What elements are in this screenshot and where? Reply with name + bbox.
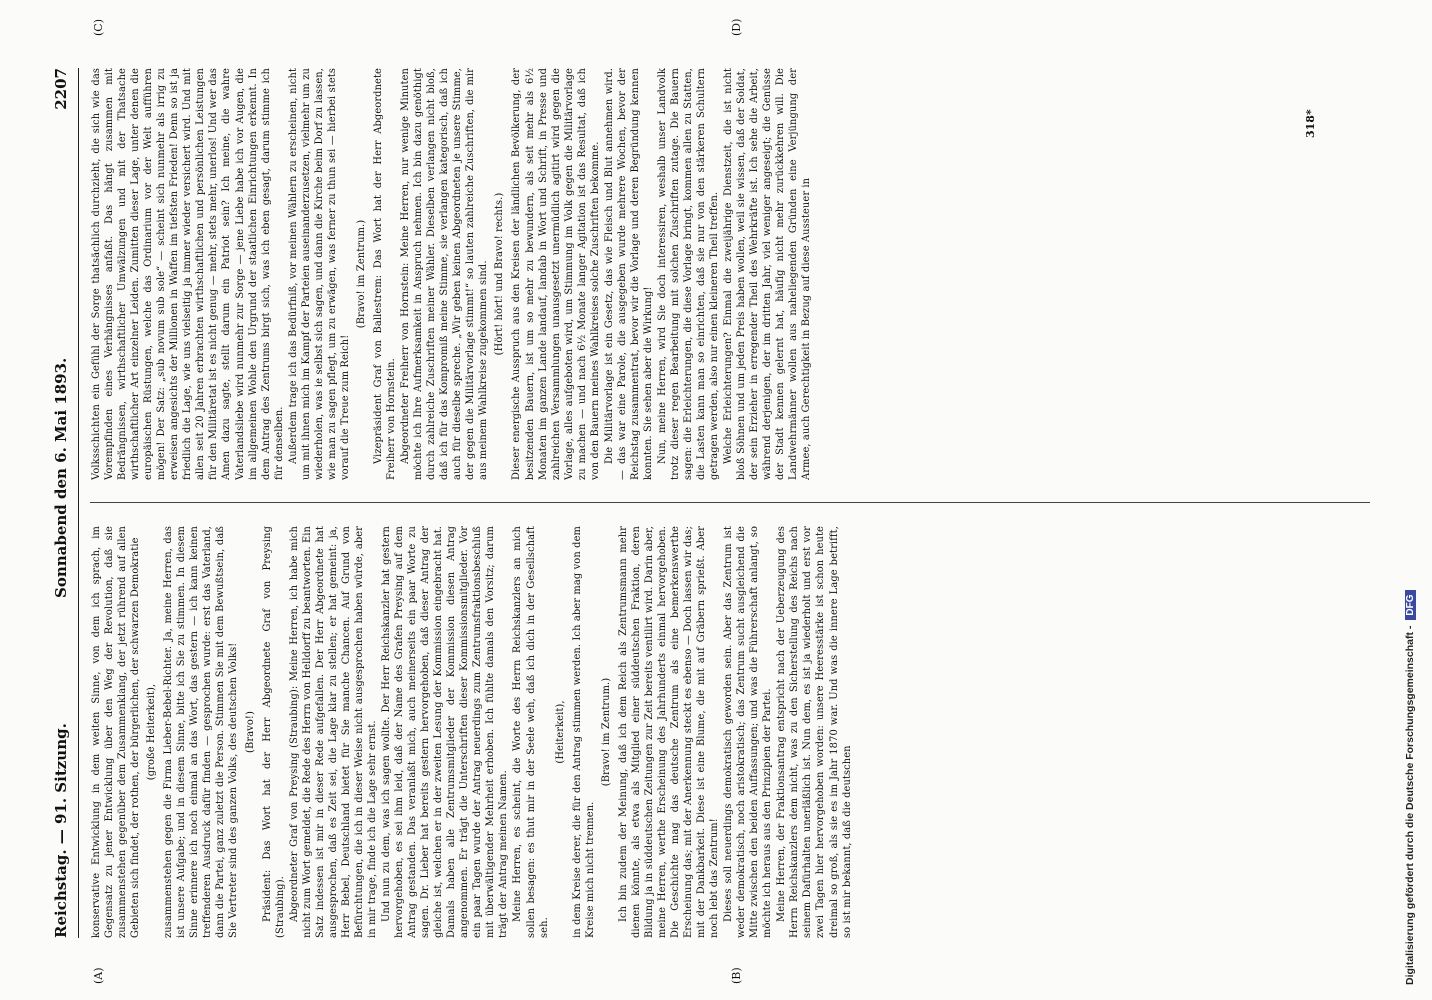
speaker-paragraph: Abgeordneter Graf von Preysing (Straubing): Meine Herren, ich habe mich nicht zum Wort gemeldet, die Rede des Herrn von Helldorff zu beantworten. Ein Satz indessen ist mir in dieser Rede aufgefallen. Der Herr Abgeordnete hat ausgesprochen, daß es Zeit sei, die Lage klar zu stellen; er hat gemeint: ja, Herr Bebel, Deutschland bietet für Sie manche Chancen. Auf Grund von Befürchtungen, die ich in dieser Weise nicht ausgesprochen haben würde, aber in mir trage, finde ich die Lage sehr ernst. — [288, 526, 378, 938]
text-column-right — [90, 68, 1380, 480]
paragraph: zusammenstehen gegen die Firma Lieber-Bebel-Richter. Ja, meine Herren, das ist unsere Aufgabe; und in diesem Sinne, bitte ich Sie zu stimmen. In diesem Sinne erinnere ich noch einmal an das Wort, das gestern — ich kann keinen treffenderen Ausdruck dafür finden — gesprochen wurde: erst das Vaterland, dann die Partei, ganz zuletzt die Person. Stimmen Sie mit dem Bewußtsein, daß Sie Vertreter sind des ganzen Volks, des deutschen Volks! — [163, 526, 240, 938]
interjection: (große Heiterkeit), — [146, 683, 158, 781]
margin-marker-d: (D) — [730, 18, 743, 36]
text-column-left — [90, 526, 1380, 938]
interjection: (Bravo! im Zentrum.) — [355, 219, 367, 329]
paragraph: Volksschichten ein Gefühl der Sorge thatsächlich durchzieht, die sich wie das Vorempfinden eines Verhängnisses anfaßt. Das hängt zusammen mit Bedrängnissen, wirthschaftlicher Umwälzungen und mit der Thatsache wirthschaftlicher Art einzelner Leiden. Zumitten dieser Lage, unter denen die europäischen Rüstungen, welche das Ordinarium vor der Welt aufführen mögen! Der Satz: „sub novum sub sole“ — scheint sich nunmehr als irrig zu erweisen angesichts der Millionen in Waffen im tiefsten Frieden! Denn so ist ja friedlich die Lage, wie uns vielseitig ja immer wieder versichert wird. Und mit allen seit 20 Jahren erbrachten wirthschaftlichen und persönlichen Leistungen für den Militäretat ist es nicht genug — mehr, stets mehr, unerlos! Und wer das Amen dazu sagte, stellt darum ein Patriot sein? Ich meine, die wahre Vaterlandsliebe wird nunmehr zur Sorge — jene Liebe habe ich vor Augen, die im allgemeinen Wohle den Urgrund der staatlichen Einrichtungen erkennt. In dem Antrag des Zentrums birgt sich, was ich eben gesagt, darum stimme ich für denselben. — [91, 68, 285, 480]
interjection: (Bravo! im Zentrum.) — [600, 677, 612, 787]
paragraph: konservative Entwicklung in dem weiten Sinne, von dem ich sprach, im Gegensatz zu jener Entwicklung über den Weg der Revolution, daß sie zusammenstehen gegenüber dem Zusammenklang, der jetzt rührend auf allen Gebieten sich findet, der rothen, der bürgerlichen, der schwarzen Demokratie — [91, 526, 142, 938]
paragraph: Welche Erleichterungen? Einmal die zweijährige Dienstzeit, die ist nicht bloß Söhnen und um jeden Preis haben wollen, weil sie wissen, daß der Soldat, der sein Erzieher in erregender Theil des Wehrkräfte ist. Ich sehe die Arbeit, während derjenigen, der im dritten Jahr, viel weniger angeseigt; die Genüsse der Stadt kennen gelernt hat, häufig nicht mehr zurückkehren will. Die Landwehrmänner wollen aus naheliegenden Gründen eine Verjüngung der Armee, auch Gerechtigkeit in Bezug auf diese Aussteuer in — [723, 68, 813, 480]
paragraph: Meine Herren, es scheint, die Worte des Herrn Reichskanzlers an mich sollen besagen: es thut mir in der Seele weh, daß ich dich in der Gesellschaft seh. — [512, 526, 550, 938]
paragraph: in dem Kreise derer, die für den Antrag stimmen werden. Ich aber mag von dem Kreise mich nicht trennen. — [571, 526, 596, 938]
running-header — [38, 68, 79, 938]
paragraph: Dieses soll neuerdings demokratisch geworden sein. Aber das Zentrum ist weder demokratisch, noch aristokratisch; das Zentrum sucht ausgleichend die Mitte zwischen den beiden Auffassungen; und was die Führerschaft anlangt, so möchte ich heraus aus den Prinzipien der Partei. — [723, 526, 774, 938]
digitization-note: Digitalisierung gefördert durch die Deutsche Forschungsgemeinschaft - — [1404, 625, 1416, 985]
margin-marker-c: (C) — [92, 19, 105, 36]
speaker-paragraph: Abgeordneter Freiherr von Hornstein: Meine Herren, nur wenige Minuten möchte ich Ihre Aufmerksamkeit in Anspruch nehmen. Ich bin dazu genöthigt durch zahlreiche Zuschriften meiner Wähler. Dieselben verlangen nicht bloß, daß ich für das Kompromiß meine Stimme, sie verlangen kategorisch, daß ich auch für dieselbe spreche. „Wir geben keinen Abgeordneten je unsere Stimme, der gegen die Militärvorlage stimmt!“ so lauten zahlreiche Zuschriften, die mir aus meinem Wahlkreise zugekommen sind. — [400, 68, 490, 480]
paragraph: Ich bin zudem der Meinung, daß ich dem Reich als Zentrumsmann mehr dienen könnte, als etwa als Mitglied einer süddeutschen Fraktion, deren Bildung ja in süddeutschen Zeitungen zur Zeit bereits ventilirt wird. Darin aber, meine Herren, werthe Erscheinung des Jahrhunderts einmal hervorgehoben. Die Geschichte mag das deutsche Zentrum als eine bemerkenswerthe Erscheinung das; mit der Anerkennung steckt es ebenso — Doch lassen wir das; mit der Dankbarkeit. Diese ist eine Blume, die mit auf Gräbern sprießt. Aber noch lebt das Zentrum! — [617, 526, 721, 938]
page-content — [0, 18, 1400, 984]
speaker-paragraph: Präsident: Das Wort hat der Herr Abgeordnete Graf von Preysing (Straubing). — [261, 526, 286, 938]
paragraph: Die Militärvorlage ist ein Gesetz, das wie Fleisch und Blut annehmen wird. — das war eine Parole, die ausgegeben wurde mehrere Wochen, bevor der Reichstag zusammentrat, bevor wir die Vorlage und deren Begründung kennen konnten. Sie sehen aber die Wirkung! — [603, 68, 654, 480]
paragraph: Und nun zu dem, was ich sagen wollte. Der Herr Reichskanzler hat gestern hervorgehoben, es sei ihm leid, daß der Name des Grafen Preysing auf dem Antrag gestanden. Das veranlaßt mich, auch meinerseits ein paar Worte zu sagen. Dr. Lieber hat bereits gestern hervorgehoben, daß dieser Antrag der gleiche ist, welchen er in der zweiten Lesung der Kommission eingebracht hat. Damals haben alle Zentrumsmitglieder der Kommission diesen Antrag angenommen. Er trägt die Unterschriften dieser Kommissionsmitglieder. Vor ein paar Tagen wurde der Antrag neuerdings zum Zentrumsfraktionsbeschluß mit überwältigender Mehrheit erhoben. Ich fühlte damals den Vorsitz; darum trägt der Antrag meinen Namen. — [380, 526, 510, 938]
page-number: 2207 — [52, 68, 70, 110]
interjection: (Hört! hört! und Bravo! rechts.) — [494, 192, 506, 356]
header-date: Sonnabend den 6. Mai 1893. — [52, 357, 70, 598]
paragraph: Außerdem trage ich das Bedürfniß, vor meinen Wählern zu erscheinen, nicht um mit ihnen mich im Kampf der Parteien auseinanderzusetzen, vielmehr um zu wiederholen, was ie selbst sich sagen, und dann die Kirche beim Dorf zu lassen, wie man zu sagen pflegt, um zu erwägen, was ferner zu thun sei — hierbei stets vorauf die Treue zum Reich! — [287, 68, 351, 480]
paragraph: Nun, meine Herren, wird Sie doch interessiren, weshalb unser Landvolk trotz dieser regen Bearbeitung mit solchen Zuschriften zutage. Die Bauern sagen: die Erleichterungen, die diese Vorlage bringt, kommen allen zu Statten, die Lasten kann man so einrichten, daß sie nur von den stärkeren Schultern getragen werden, also nur einen kleineren Theil treffen. — [656, 68, 721, 480]
margin-marker-a: (A) — [92, 967, 105, 984]
interjection: (Bravo!) — [244, 711, 256, 753]
dfg-logo: DFG — [1405, 591, 1416, 620]
signature-mark: 318* — [1304, 109, 1317, 138]
header-left: Reichstag. — 91. Sitzung. — [52, 723, 70, 938]
speaker-paragraph: Vizepräsident Graf von Ballestrem: Das Wort hat der Herr Abgeordnete Freiherr von Hornstein. — [372, 68, 398, 480]
paragraph: Meine Herren, der Fraktionsantrag entspricht nach der Ueberzeugung des Herrn Reichskanzlers dem nicht, was zu den Sicherstellung des Reichs nach seinem Dafürhalten unerläßlich ist. Nun dem, es ist ja wiederholt und erst vor zwei Tagen hier hervorgehoben worden: unsere Heeresstärke ist schon heute dreimal so groß, als sie es im Jahr 1870 war. Und was die innere Lage betrifft, so ist mir bekannt, daß die deutschen — [776, 526, 853, 938]
interjection: (Heiterkeit), — [554, 700, 566, 764]
paragraph: Dieser energische Ausspruch aus den Kreisen der ländlichen Bevölkerung, der besitzenden Bauern, ist um so mehr zu bewundern, als seit mehr als 6½ Monaten im ganzen Lande landauf, landab in Wort und Schrift, in Presse und zahlreichen Versammlungen unausgesetzt unermüdlich agitirt wird gegen die Vorlage, alles aufgeboten wird, um Stimmung im Volk gegen die Militärvorlage zu machen — und nach 6½ Monate langer Agitation ist das Resultat, daß ich von den Bauern meines Wahlkreises solche Zuschriften bekomme. — [511, 68, 601, 480]
column-divider — [90, 502, 1370, 503]
margin-marker-b: (B) — [730, 967, 743, 984]
digitization-credit — [1404, 25, 1416, 985]
